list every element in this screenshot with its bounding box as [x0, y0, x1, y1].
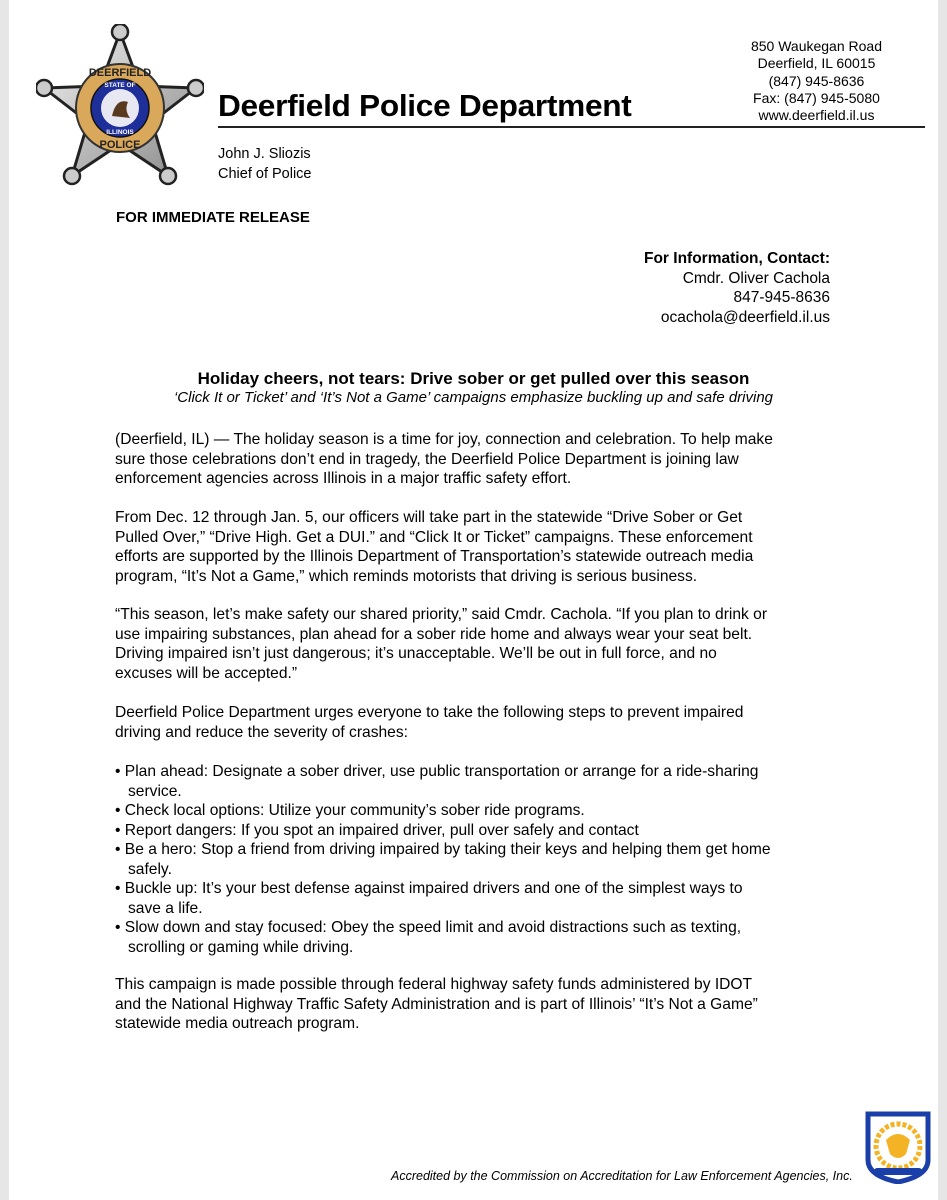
chief-title: Chief of Police	[218, 166, 312, 182]
badge-text-deerfield: DEERFIELD	[88, 67, 152, 79]
text-line: • Report dangers: If you spot an impaired driver, pull over safely and contact	[115, 821, 639, 839]
police-star-badge-logo	[36, 24, 204, 192]
text-line: program, “It’s Not a Game,” which reminds motorists that driving is serious business.	[115, 567, 698, 585]
paragraph-funding	[115, 975, 758, 1034]
address-website: www.deerfield.il.us	[758, 107, 875, 124]
text-line: Driving impaired isn’t just dangerous; it’s unacceptable. We’ll be out in full force, and no	[115, 645, 717, 662]
text-line: scrolling or gaming while driving.	[115, 938, 354, 956]
badge-text-police: POLICE	[99, 139, 141, 151]
accreditation-text: Accredited by the Commission on Accreditation for Law Enforcement Agencies, Inc.	[391, 1169, 853, 1183]
address-street: 850 Waukegan Road	[750, 38, 882, 54]
contact-email: ocachola@deerfield.il.us	[660, 309, 830, 327]
text-line: safely.	[115, 860, 172, 878]
header-rule	[218, 126, 925, 128]
text-line: This campaign is made possible through federal highway safety funds administered by IDOT	[115, 976, 753, 993]
headline: Holiday cheers, not tears: Drive sober or get pulled over this season	[197, 369, 750, 388]
contact-phone: 847-945-8636	[733, 289, 830, 307]
text-line: From Dec. 12 through Jan. 5, our officers will take part in the statewide “Drive Sober or Get	[115, 509, 743, 526]
contact-block	[644, 249, 830, 328]
text-line: use impairing substances, plan ahead for a sober ride home and always wear your seat belt.	[115, 625, 753, 643]
paragraph-campaigns	[115, 508, 753, 586]
address-block	[751, 38, 882, 124]
badge-text-state-of: STATE OF	[104, 82, 136, 89]
release-label: FOR IMMEDIATE RELEASE	[116, 209, 310, 226]
text-line: • Slow down and stay focused: Obey the speed limit and avoid distractions such as texting,	[115, 919, 742, 936]
chief-name: John J. Sliozis	[218, 146, 311, 162]
text-line: and the National Highway Traffic Safety Administration and is part of Illinois’ “It’s Not a Game”	[115, 995, 758, 1013]
text-line: statewide media outreach program.	[115, 1015, 360, 1032]
text-line: Deerfield Police Department urges everyone to take the following steps to prevent impaired	[115, 704, 744, 721]
contact-heading: For Information, Contact:	[644, 250, 830, 267]
badge-text-illinois: ILLINOIS	[106, 129, 134, 136]
page-edge-right	[938, 0, 947, 1200]
address-fax: Fax: (847) 945-5080	[753, 89, 880, 106]
text-line: driving and reduce the severity of crashes:	[115, 723, 408, 741]
paragraph-intro	[115, 430, 773, 489]
text-line: • Be a hero: Stop a friend from driving impaired by taking their keys and helping them get home	[115, 841, 771, 858]
text-line: • Buckle up: It’s your best defense against impaired drivers and one of the simplest ways to	[115, 880, 743, 897]
address-phone: (847) 945-8636	[768, 72, 865, 89]
text-line: Pulled Over,” “Drive High. Get a DUI.” and “Click It or Ticket” campaigns. These enforcement	[115, 528, 753, 546]
text-line: sure those celebrations don’t end in tragedy, the Deerfield Police Department is joining law	[115, 450, 739, 468]
text-line: “This season, let’s make safety our shared priority,” said Cmdr. Cachola. “If you plan to drink or	[115, 606, 768, 623]
text-line: (Deerfield, IL) — The holiday season is a time for joy, connection and celebration. To help make	[115, 431, 773, 448]
department-name: Deerfield Police Department	[218, 88, 632, 123]
contact-name: Cmdr. Oliver Cachola	[682, 269, 830, 287]
text-line: enforcement agencies across Illinois in a major traffic safety effort.	[115, 470, 572, 487]
text-line: save a life.	[115, 899, 203, 917]
subheadline: ‘Click It or Ticket’ and ‘It’s Not a Game’ campaigns emphasize buckling up and safe driving	[173, 389, 774, 406]
calea-accreditation-seal	[860, 1110, 936, 1184]
text-line: efforts are supported by the Illinois Department of Transportation’s statewide outreach media	[115, 548, 754, 565]
paragraph-quote	[115, 605, 767, 683]
text-line: excuses will be accepted.”	[115, 664, 298, 682]
page-edge-left	[0, 0, 9, 1200]
chief-block	[218, 144, 312, 184]
text-line: service.	[115, 782, 182, 800]
steps-list	[115, 762, 771, 957]
text-line: • Plan ahead: Designate a sober driver, use public transportation or arrange for a ride-sharing	[115, 763, 759, 780]
text-line: • Check local options: Utilize your community’s sober ride programs.	[115, 802, 585, 819]
address-city: Deerfield, IL 60015	[757, 55, 876, 72]
paragraph-steps-intro	[115, 703, 743, 742]
